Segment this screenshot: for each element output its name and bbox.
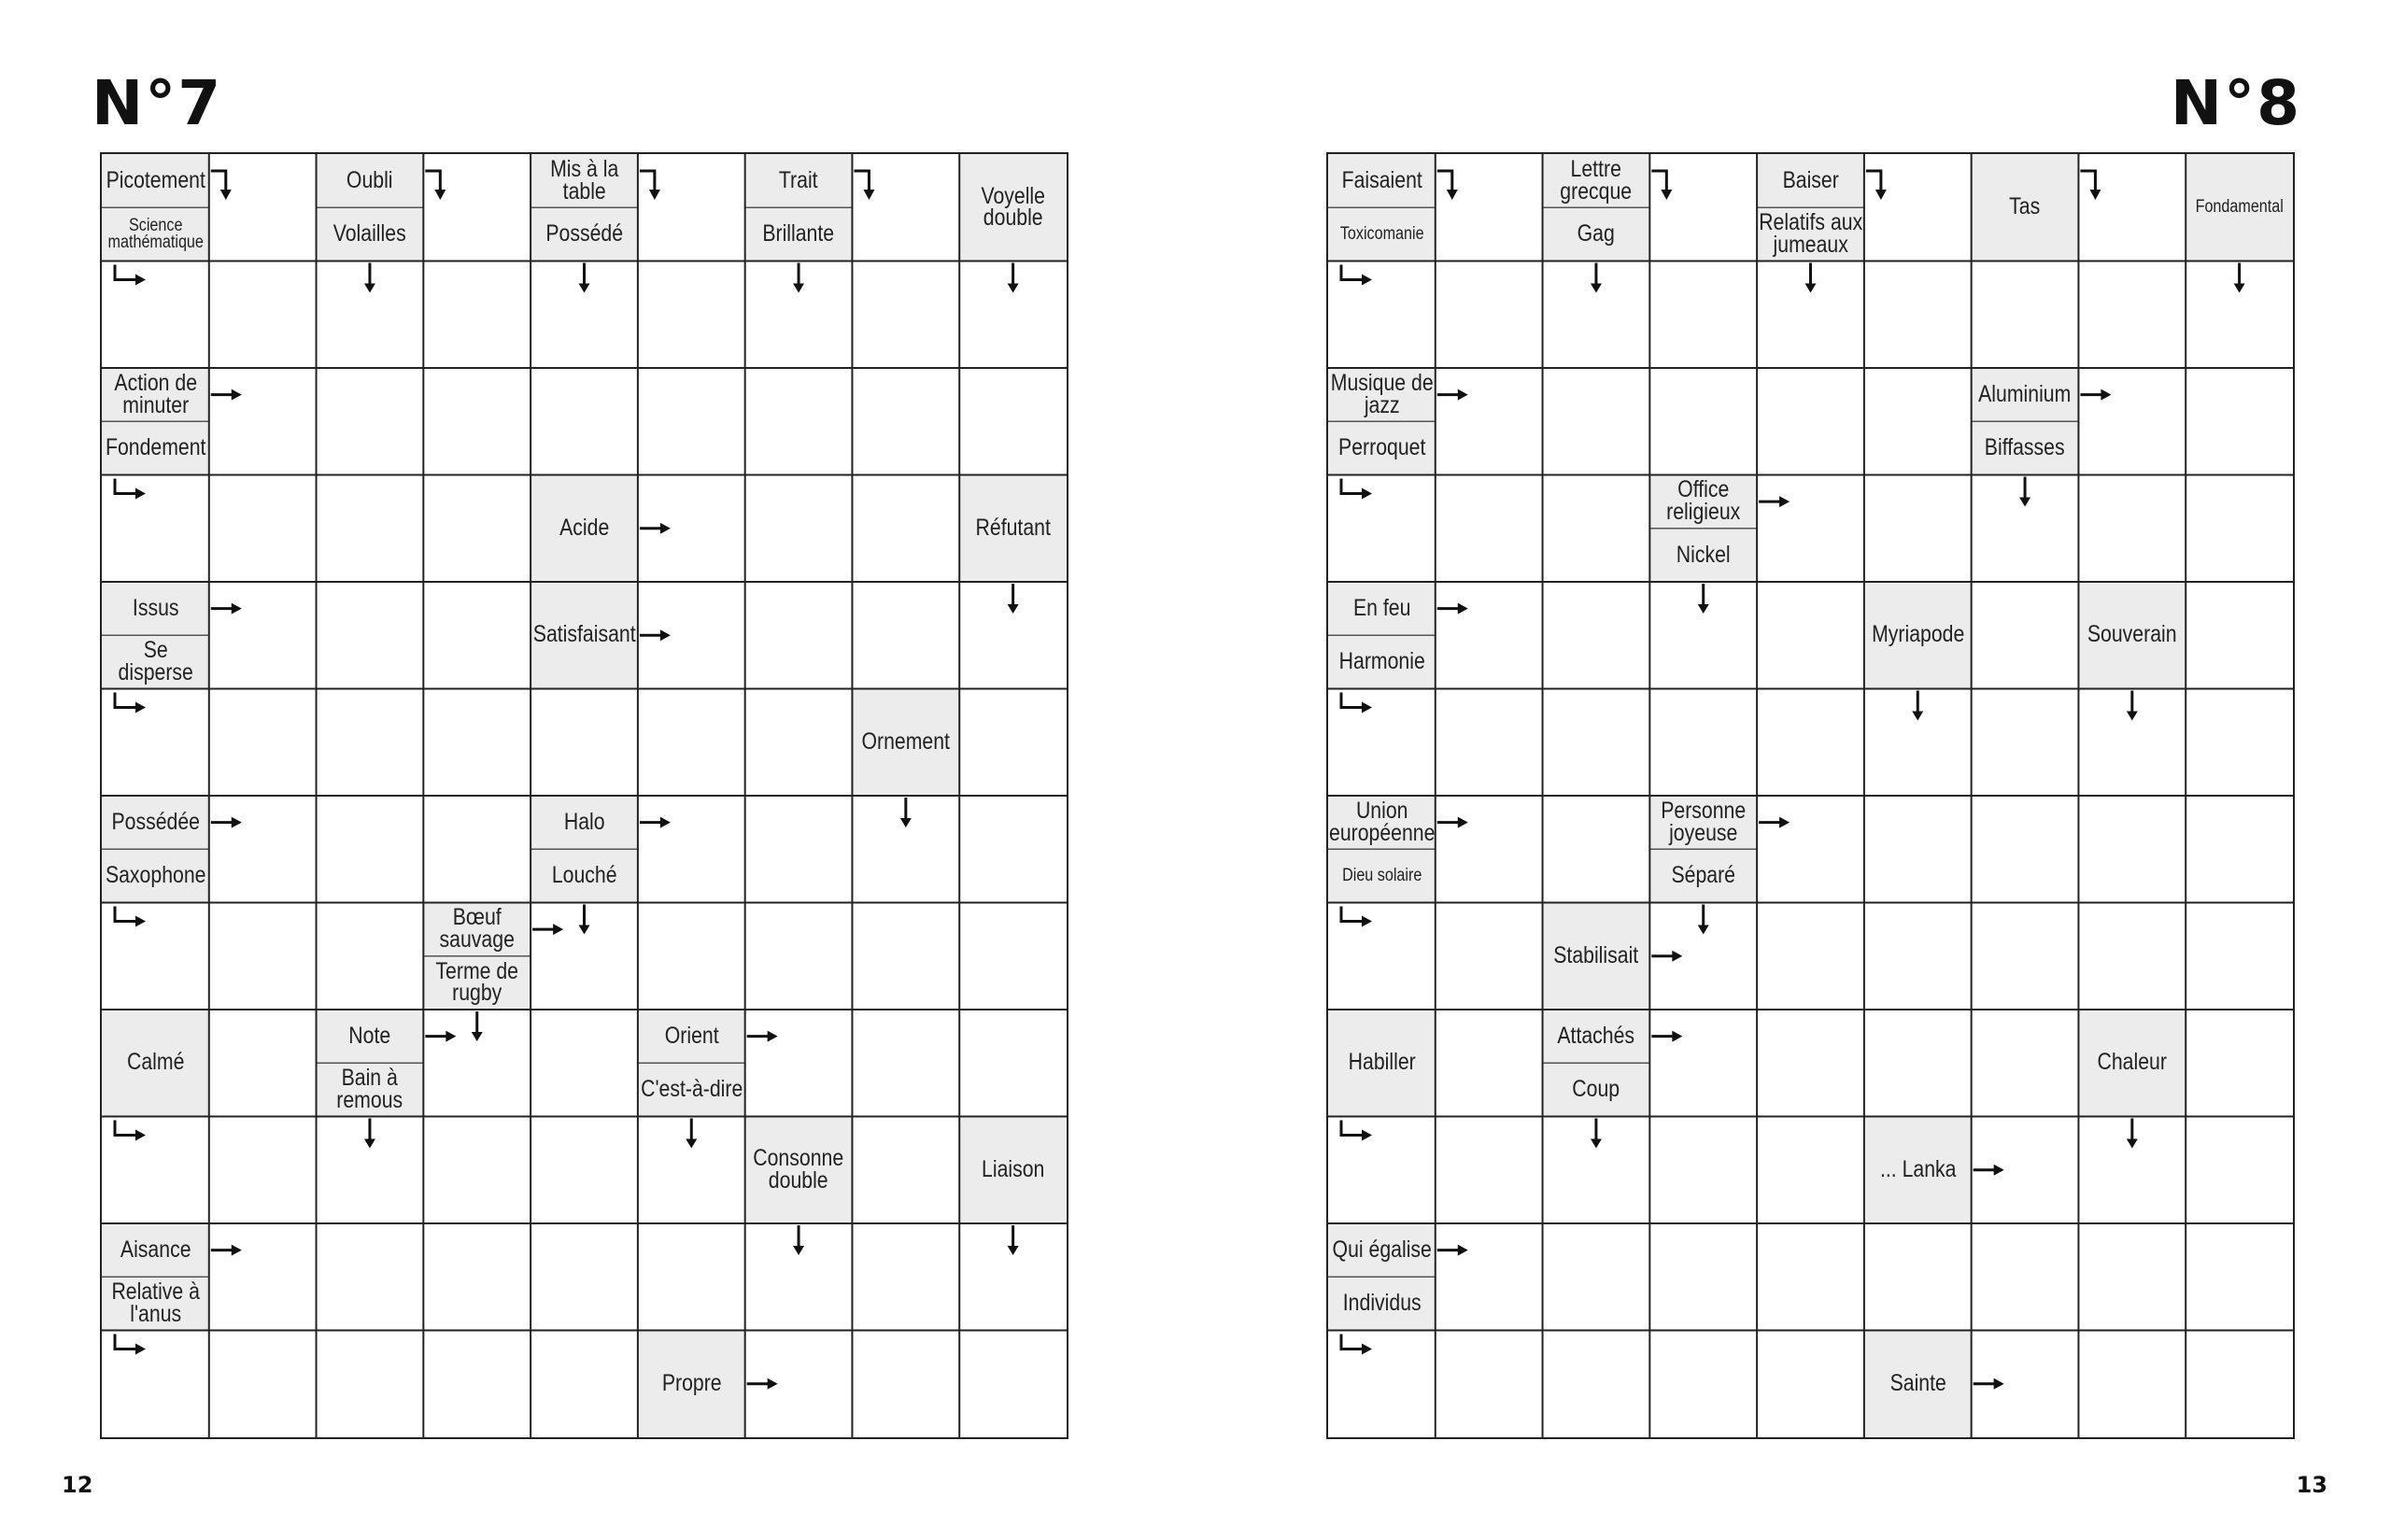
puzzle-title-right: N°8 [2170,67,2301,139]
clue-text: Acide [559,514,610,541]
clue-text: Orient [664,1022,719,1049]
clue-text: Fondement [105,434,206,460]
arrow-right-down-icon [1866,171,1887,200]
clue-text: Individus [1342,1290,1422,1316]
clue-text: Volailles [332,220,406,247]
arrow-right-down-icon [1651,171,1672,200]
arrow-down-icon [364,263,375,293]
arrow-down-right-icon [1341,1121,1372,1141]
arrow-down-right-icon [115,1335,146,1355]
arrow-right-icon [640,523,671,534]
arrow-right-down-icon [2080,171,2101,200]
clue-text: Fondamental [2195,197,2284,218]
arrow-down-icon [1008,1225,1019,1255]
arrow-right-down-icon [211,171,232,200]
clue-text: Ornement [861,728,951,755]
arrow-right-down-icon [854,171,874,200]
clue-text: Issus [132,594,179,621]
clue-text: Propre [661,1369,722,1396]
arrow-right-icon [1437,817,1468,828]
arrow-down-right-icon [115,907,146,927]
arrow-down-icon [793,263,804,293]
clue-text: Stabilisait [1553,941,1639,968]
arrow-down-right-icon [1341,265,1372,286]
arrow-down-icon [900,798,912,827]
clue-text: Voyelle double [981,182,1045,232]
clue-text: Réfutant [975,514,1051,541]
clue-text: Souverain [2087,621,2177,648]
arrow-right-icon [640,629,671,641]
clue-text: Brillante [762,220,835,247]
arrow-down-icon [1591,1119,1602,1149]
clue-text: Note [348,1022,391,1049]
clue-text: Aluminium [1978,380,2072,407]
arrow-down-right-icon [115,265,146,286]
clue-text: Perroquet [1337,434,1426,460]
arrow-down-right-icon [1341,479,1372,500]
arrow-right-icon [211,603,242,615]
arrow-down-right-icon [115,1121,146,1141]
arrow-down-icon [1008,263,1019,293]
arrow-right-down-icon [640,171,660,200]
page-number-left: 12 [62,1472,93,1498]
clue-text: Aisance [120,1236,191,1263]
arrow-right-icon [1437,389,1468,401]
clue-text: Trait [779,166,818,193]
clue-text: Faisaient [1341,166,1422,193]
arrow-down-icon [1591,263,1602,293]
clue-text: Calmé [126,1049,185,1076]
clue-text: Musique de jazz [1330,369,1434,418]
arrow-right-icon [1974,1378,2004,1390]
clue-text: Bœuf sauvage [439,904,515,954]
clue-text: Relatifs aux jumeaux [1758,209,1862,258]
arrow-right-icon [1651,1031,1682,1042]
arrow-right-icon [425,1031,456,1042]
clue-text: Oubli [347,166,393,193]
crossword-grid-right [1326,152,2295,1439]
arrow-down-icon [1008,584,1019,614]
clue-text: Halo [563,808,605,835]
arrow-down-icon [793,1225,804,1255]
arrow-right-down-icon [425,171,446,200]
clue-text: Biffasses [1985,434,2065,460]
clue-text: Bain à remous [336,1065,403,1113]
arrow-right-down-icon [1437,171,1458,200]
arrow-down-right-icon [1341,693,1372,713]
clue-text: Gag [1577,220,1616,247]
clue-text: Saxophone [105,862,206,888]
clue-text: En feu [1352,594,1411,621]
clue-text: Qui égalise [1332,1236,1432,1263]
clue-text: Action de minuter [114,369,197,418]
crossword-grid-left [100,152,1068,1439]
arrow-down-icon [579,905,590,935]
arrow-right-icon [211,389,242,401]
arrow-right-icon [747,1031,778,1042]
arrow-down-icon [2234,263,2245,293]
arrow-down-right-icon [1341,1335,1372,1355]
clue-text: Coup [1572,1076,1620,1102]
clue-text: Science mathématique [107,215,204,252]
arrow-right-icon [211,1245,242,1256]
clue-text: Sainte [1889,1369,1946,1396]
clue-text: Louché [551,862,617,888]
arrow-down-right-icon [1341,907,1372,927]
arrow-right-icon [1974,1165,2004,1176]
clue-text: Habiller [1348,1049,1416,1076]
arrow-right-icon [640,817,671,828]
clue-text: Attachés [1557,1022,1635,1049]
clue-text: Office religieux [1666,476,1741,526]
arrow-right-icon [1759,496,1790,507]
arrow-down-icon [1912,691,1923,721]
arrow-down-icon [686,1119,697,1149]
arrow-down-icon [1698,905,1709,935]
arrow-down-icon [472,1011,483,1041]
arrow-right-icon [1437,1245,1468,1256]
clue-text: ... Lanka [1879,1155,1957,1182]
clue-text: Liaison [981,1155,1045,1182]
arrow-right-icon [2080,389,2111,401]
clue-text: Mis à la table [549,155,619,205]
clue-text: Consonne double [753,1145,844,1194]
arrow-right-icon [1437,603,1468,615]
arrow-down-icon [364,1119,375,1149]
clue-text: Relative à l'anus [111,1279,200,1327]
clue-text: Dieu solaire [1341,865,1422,885]
clue-text: Baiser [1782,166,1839,193]
arrow-down-right-icon [115,693,146,713]
arrow-down-icon [579,263,590,293]
clue-text: Lettre grecque [1560,155,1633,205]
arrow-right-icon [532,924,563,935]
clue-text: Toxicomanie [1339,223,1424,244]
clue-text: Séparé [1671,862,1735,888]
puzzle-title-left: N°7 [92,67,223,139]
arrow-down-icon [1805,263,1817,293]
clue-text: Tas [2009,193,2041,220]
clue-text: Se disperse [118,637,193,685]
arrow-right-icon [1759,817,1790,828]
arrow-right-icon [747,1378,778,1390]
arrow-right-icon [211,817,242,828]
arrow-down-right-icon [115,479,146,500]
right-grid-svg [1328,154,2293,1437]
arrow-right-icon [1651,951,1682,962]
clue-text: Picotement [106,166,205,193]
clue-text: Terme de rugby [435,957,519,1007]
clue-text: C'est-à-dire [640,1076,743,1102]
clue-text: Myriapode [1871,621,1964,648]
arrow-down-icon [2127,691,2138,721]
arrow-down-icon [2127,1119,2138,1149]
arrow-down-icon [1698,584,1709,614]
clue-text: Possédé [545,220,623,247]
clue-text: Personne joyeuse [1661,797,1747,846]
clue-text: Chaleur [2097,1049,2168,1076]
clue-text: Harmonie [1338,648,1425,674]
clue-text: Nickel [1676,541,1731,568]
clue-text: Possédée [111,808,200,835]
arrow-down-icon [2019,477,2030,507]
clue-text: Satisfaisant [532,621,636,648]
page-number-right: 13 [2296,1472,2327,1498]
clue-text: Union européenne [1328,797,1436,846]
